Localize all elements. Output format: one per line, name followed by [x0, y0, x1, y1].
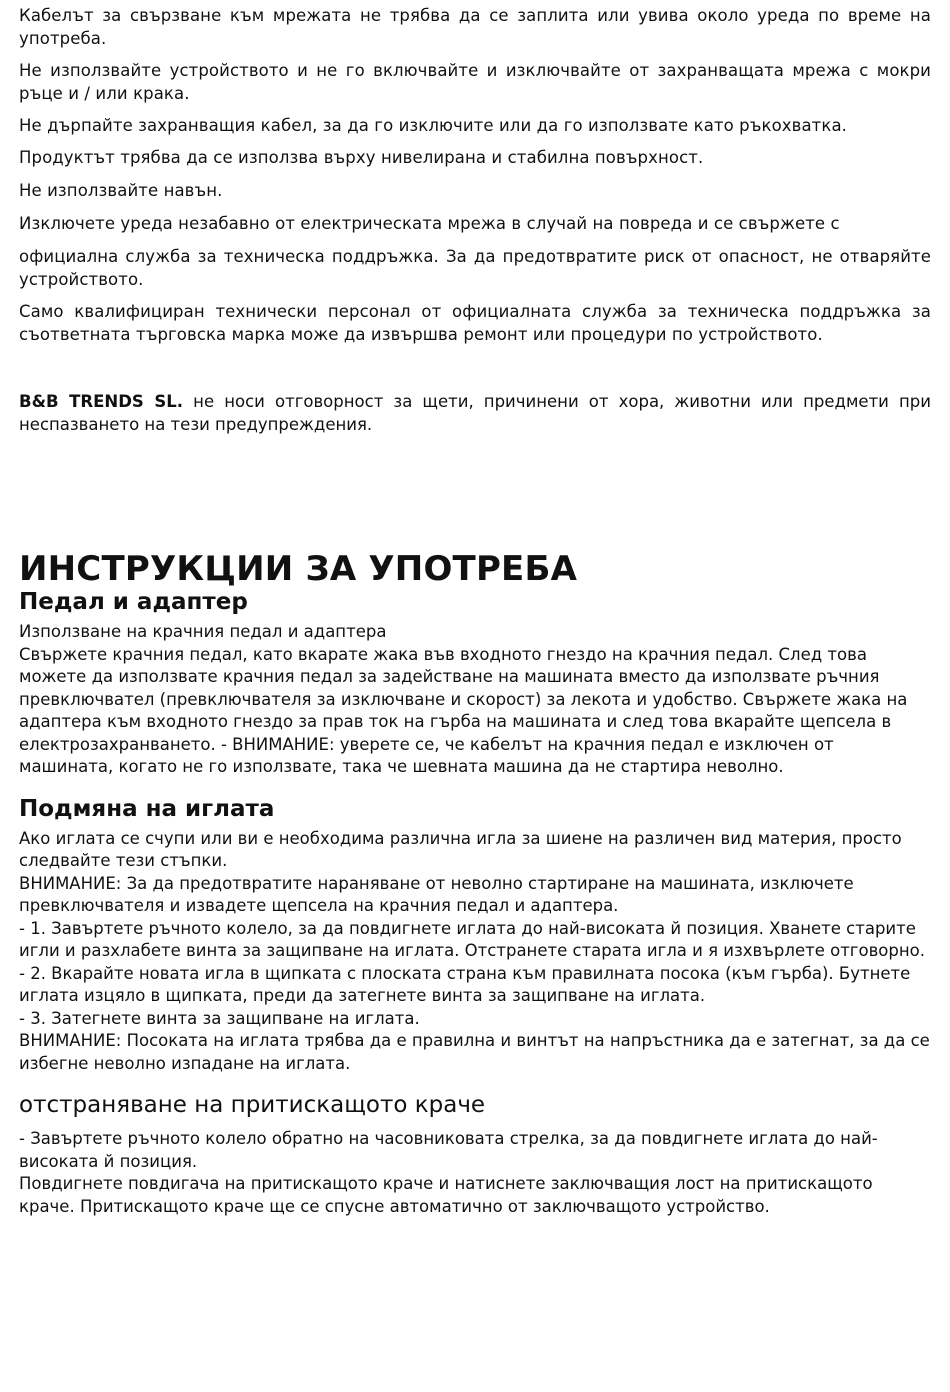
- warning-paragraph: Само квалифициран технически персонал от официалната служба за техническа поддръжка за съответната търговска марка може да извършва ремонт или процедури по устройството.: [19, 302, 931, 344]
- pedal-section: [19, 588, 931, 779]
- warning-paragraph: Продуктът трябва да се използва върху нивелирана и стабилна повърхност.: [19, 148, 704, 167]
- needle-paragraph: Ако иглата се счупи или ви е необходима различна игла за шиене на различен вид материя, просто следвайте тези стъпки.: [19, 828, 902, 870]
- liability-disclaimer: [19, 390, 931, 436]
- pedal-paragraph: Свържете крачния педал, като вкарате жака във входното гнездо на крачния педал. След това можете да използвате крачния педал за задействане на машината вместо да използвате ръчния превключвател (превключвателя за изключване и скорост) за лекота и удобство. Свържете жака на адаптера към входното гнездо за прав ток на гърба на машината и след това вкарайте щепсела в електрозахранването. - ВНИМАНИЕ: уверете се, че кабелът на крачния педал е изключен от машината, когато не го използвате, така че шевната машина да не стартира неволно.: [19, 644, 908, 776]
- warning-paragraph: Кабелът за свързване към мрежата не трябва да се заплита или увива около уреда по време на употреба.: [19, 6, 931, 48]
- pedal-heading: Педал и адаптер: [19, 589, 248, 615]
- needle-paragraph: - 1. Завъртете ръчното колело, за да повдигнете иглата до най-високата й позиция. Хванете старите игли и разхлабете винта за защипване на иглата. Отстранете старата игла и я изхвърлете отговорно.: [19, 918, 925, 960]
- needle-paragraph: - 2. Вкарайте новата игла в щипката с плоската страна към правилната посока (към гърба). Бутнете иглата изцяло в щипката, преди да затегнете винта за защипване на иглата.: [19, 963, 911, 1005]
- safety-warnings: [19, 4, 931, 346]
- needle-section: [19, 795, 931, 1076]
- warning-paragraph: Изключете уреда незабавно от електрическата мрежа в случай на повреда и се свържете с: [19, 214, 840, 233]
- warning-paragraph: Не използвайте устройството и не го включвайте и изключвайте от захранващата мрежа с мокри ръце и / или крака.: [19, 61, 931, 103]
- needle-paragraph: ВНИМАНИЕ: За да предотвратите нараняване от неволно стартиране на машината, изключете превключвателя и извадете щепсела на крачния педал и адаптера.: [19, 873, 854, 915]
- presser-foot-paragraph: - Завъртете ръчното колело обратно на часовниковата стрелка, за да повдигнете иглата до най-високата й позиция.: [19, 1129, 878, 1171]
- needle-heading: Подмяна на иглата: [19, 795, 275, 822]
- presser-foot-paragraph: Повдигнете повдигача на притискащото краче и натиснете заключващия лост на притискащото краче. Притискащото краче ще се спусне автоматично от заключващото устройство.: [19, 1174, 873, 1216]
- brand-name: B&B TRENDS SL.: [19, 392, 184, 411]
- pedal-paragraph: Използване на крачния педал и адаптера: [19, 622, 387, 641]
- disclaimer-text: не носи отговорност за щети, причинени от хора, животни или предмети при неспазването на тези предупреждения.: [19, 392, 931, 434]
- warning-paragraph: Не използвайте навън.: [19, 181, 223, 200]
- presser-foot-section: [19, 1091, 931, 1218]
- instructions-title: ИНСТРУКЦИИ ЗА УПОТРЕБА: [19, 549, 578, 589]
- needle-paragraph: ВНИМАНИЕ: Посоката на иглата трябва да е правилна и винтът на напръстника да е затегнат, за да се избегне неволно изпадане на иглата.: [19, 1031, 930, 1073]
- document-page: [19, 4, 931, 1218]
- presser-foot-heading: отстраняване на притискащото краче: [19, 1092, 486, 1118]
- warning-paragraph: Не дърпайте захранващия кабел, за да го изключите или да го използвате като ръкохватка.: [19, 116, 847, 135]
- needle-paragraph: - 3. Затегнете винта за защипване на иглата.: [19, 1008, 420, 1028]
- warning-paragraph: официална служба за техническа поддръжка. За да предотвратите риск от опасност, не отваряйте устройството.: [19, 247, 931, 289]
